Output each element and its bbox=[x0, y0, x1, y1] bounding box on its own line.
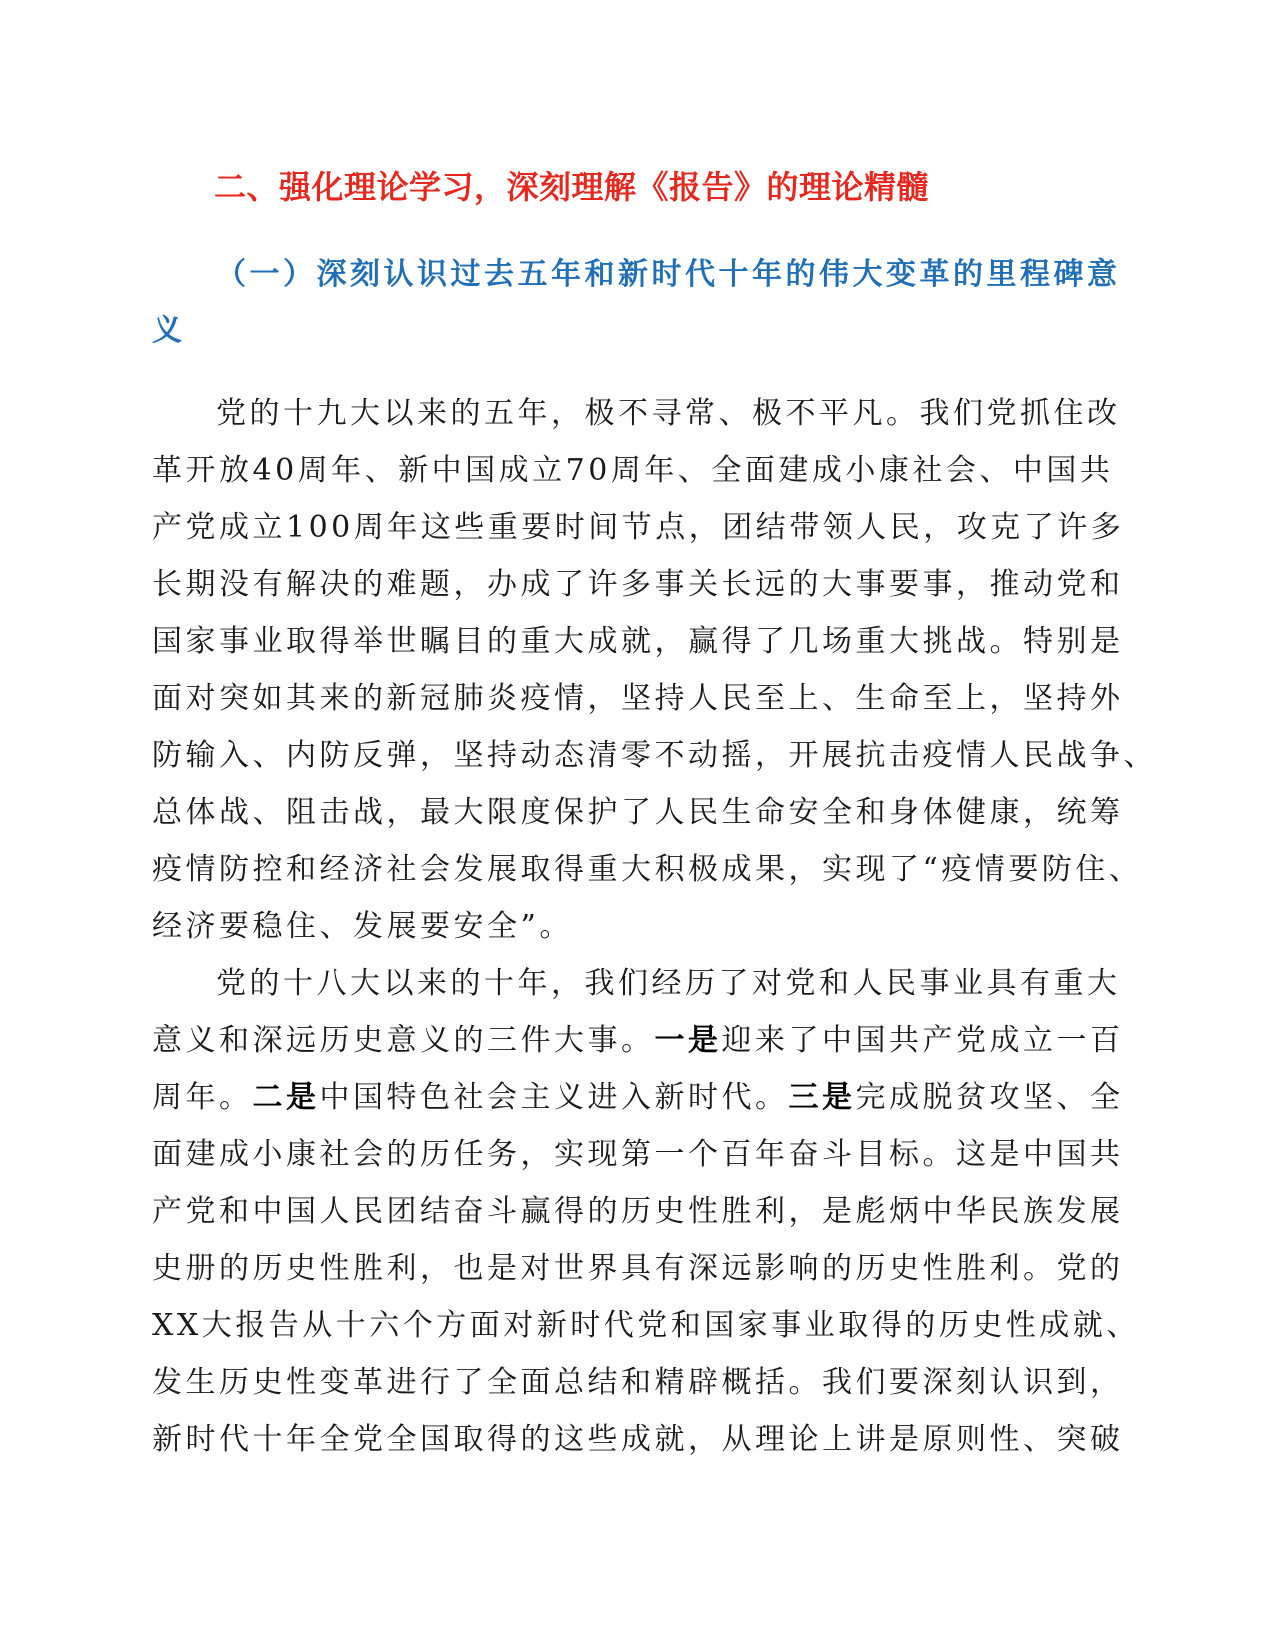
paragraph-2-line: 党的十八大以来的十年，我们经历了对党和人民事业具有重大 bbox=[216, 966, 1121, 1001]
subsection-heading bbox=[152, 247, 1132, 359]
paragraph-1-line: 疫情防控和经济社会发展取得重大积极成果，实现了“疫情要防住、 bbox=[152, 852, 1143, 887]
paragraph-1-line: 总体战、阻击战，最大限度保护了人民生命安全和身体健康，统筹 bbox=[152, 795, 1124, 830]
paragraph-2-line: XX大报告从十六个方面对新时代党和国家事业取得的历史性成就、 bbox=[152, 1308, 1140, 1343]
paragraph-1-line: 防输入、内防反弹，坚持动态清零不动摇，开展抗击疫情人民战争、 bbox=[152, 738, 1157, 773]
paragraph-2-text: 完成脱贫攻坚、全 bbox=[855, 1080, 1124, 1115]
paragraph-2-text: 意义和深远历史意义的三件大事。 bbox=[152, 1023, 655, 1058]
paragraph-2-line: 史册的历史性胜利，也是对世界具有深远影响的历史性胜利。党的 bbox=[152, 1251, 1124, 1286]
paragraph-1-line: 面对突如其来的新冠肺炎疫情，坚持人民至上、生命至上，坚持外 bbox=[152, 681, 1124, 716]
paragraph-2-text: 迎来了中国共产党成立一百 bbox=[721, 1023, 1124, 1058]
paragraph-2-text: 周年。 bbox=[152, 1080, 253, 1115]
subsection-heading-line-2: 义 bbox=[152, 313, 186, 348]
paragraph-1-line: 长期没有解决的难题，办成了许多事关长远的大事要事，推动党和 bbox=[152, 567, 1124, 602]
emphasis-second: 二是 bbox=[252, 1080, 320, 1115]
paragraph-2-text: 中国特色社会主义进入新时代。 bbox=[319, 1080, 789, 1115]
section-heading: 二、强化理论学习，深刻理解《报告》的理论精髓 bbox=[214, 168, 930, 206]
paragraph-2-line: 新时代十年全党全国取得的这些成就，从理论上讲是原则性、突破 bbox=[152, 1422, 1124, 1457]
paragraph-2-line bbox=[152, 1012, 1132, 1069]
emphasis-first: 一是 bbox=[654, 1023, 722, 1058]
paragraph-2-line: 发生历史性变革进行了全面总结和精辟概括。我们要深刻认识到， bbox=[152, 1365, 1124, 1400]
paragraph-1-line: 革开放40周年、新中国成立70周年、全面建成小康社会、中国共 bbox=[152, 453, 1114, 488]
paragraph-2-line bbox=[152, 1069, 1132, 1126]
subsection-heading-line-1: （一）深刻认识过去五年和新时代十年的伟大变革的里程碑意 bbox=[216, 257, 1121, 292]
paragraph-1-line: 经济要稳住、发展要安全”。 bbox=[152, 909, 573, 944]
paragraph-1-line: 产党成立100周年这些重要时间节点，团结带领人民，攻克了许多 bbox=[152, 510, 1125, 545]
paragraph-2 bbox=[152, 955, 1140, 1468]
emphasis-third: 三是 bbox=[788, 1080, 856, 1115]
paragraph-2-line: 产党和中国人民团结奋斗赢得的历史性胜利，是彪炳中华民族发展 bbox=[152, 1194, 1124, 1229]
paragraph-1-line: 国家事业取得举世瞩目的重大成就，赢得了几场重大挑战。特别是 bbox=[152, 624, 1124, 659]
paragraph-2-line: 面建成小康社会的历任务，实现第一个百年奋斗目标。这是中国共 bbox=[152, 1137, 1124, 1172]
paragraph-1-line: 党的十九大以来的五年，极不寻常、极不平凡。我们党抓住改 bbox=[216, 396, 1121, 431]
paragraph-1 bbox=[152, 385, 1157, 955]
